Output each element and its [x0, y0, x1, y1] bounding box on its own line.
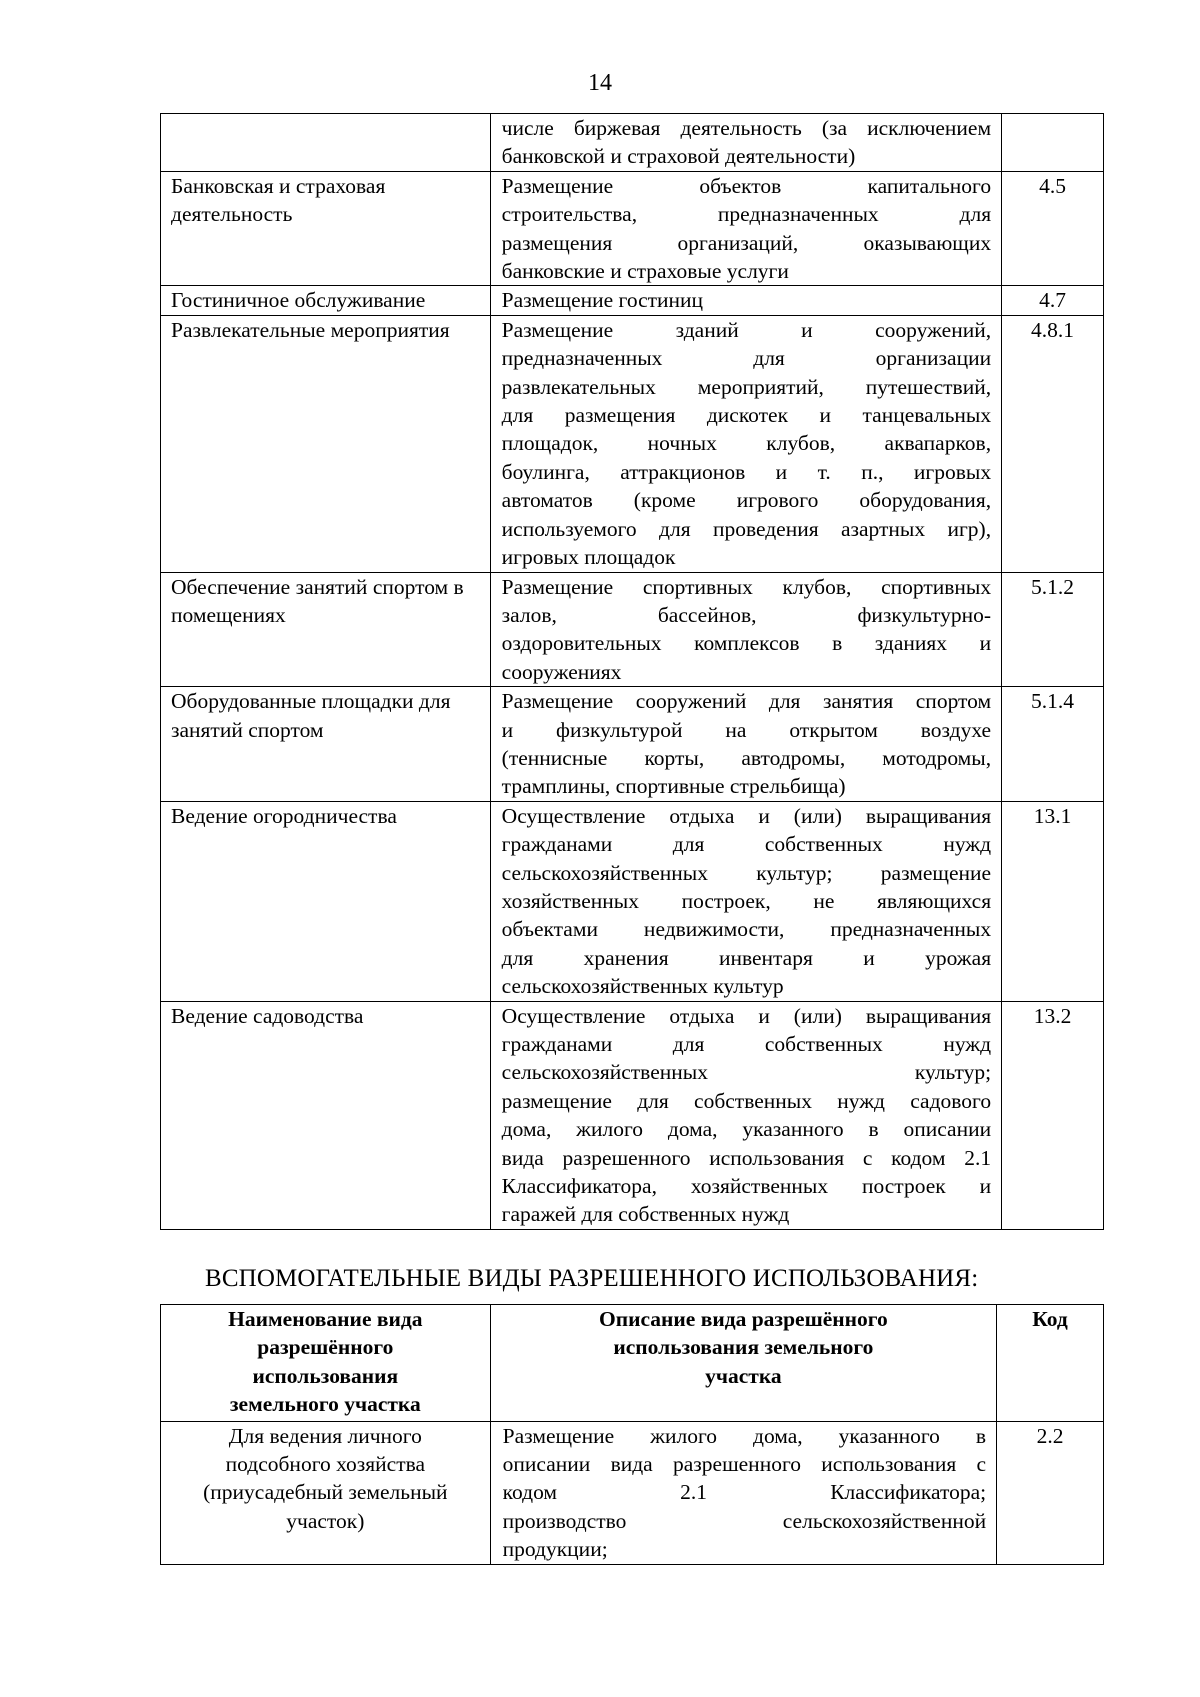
text-line: развлекательных мероприятий, путешествий, — [501, 374, 992, 399]
header-name-line: разрешённого — [257, 1335, 394, 1360]
table-row — [161, 801, 1104, 1001]
text-line: предназначенных для организации — [501, 346, 992, 371]
text-line: Размещение жилого дома, указанного в — [502, 1423, 987, 1448]
header-code: Код — [997, 1305, 1104, 1422]
use-type-name: Ведение садоводства — [161, 1001, 491, 1229]
header-row — [161, 1305, 1104, 1422]
text-line: Осуществление отдыха и (или) выращивания — [501, 803, 992, 828]
text-line: автоматов (кроме игрового оборудования, — [501, 488, 992, 513]
text-line: гаражей для собственных нужд — [501, 1202, 790, 1227]
text-line: размещения организаций, оказывающих — [501, 230, 992, 255]
land-use-table — [160, 113, 1104, 1230]
use-type-code: 4.5 — [1002, 171, 1104, 286]
text-line: объектами недвижимости, предназначенных — [501, 917, 992, 942]
table-row — [161, 315, 1104, 572]
table-row — [161, 171, 1104, 286]
use-type-name — [161, 1421, 491, 1564]
use-type-name: Банковская и страховая деятельность — [161, 171, 491, 286]
text-line: сельскохозяйственных культур; размещение — [501, 860, 992, 885]
use-type-code — [1002, 114, 1104, 172]
text-line: продукции; — [502, 1537, 608, 1562]
use-type-code: 13.2 — [1002, 1001, 1104, 1229]
header-description — [490, 1305, 996, 1422]
header-name-line: земельного участка — [229, 1392, 421, 1417]
use-type-description — [490, 171, 1001, 286]
header-description-line: Описание вида разрешённого — [598, 1307, 888, 1331]
use-type-description — [490, 315, 1001, 572]
text-line: гражданами для собственных нужд — [501, 832, 992, 857]
text-line: залов, бассейнов, физкультурно- — [501, 602, 992, 627]
use-type-description — [490, 286, 1001, 315]
text-line: Размещение гостиниц — [501, 288, 704, 313]
header-name-line: Наименование вида — [228, 1307, 423, 1331]
use-type-description — [490, 114, 1001, 172]
text-line: подсобного хозяйства — [225, 1452, 426, 1477]
text-line: Размещение объектов капитального — [501, 173, 992, 198]
text-line: банковские и страховые услуги — [501, 259, 789, 284]
table-row — [161, 1001, 1104, 1229]
text-line: Размещение сооружений для занятия спортом — [501, 689, 992, 714]
table-row — [161, 1421, 1104, 1564]
text-line: гражданами для собственных нужд — [501, 1032, 992, 1056]
text-line: игровых площадок — [501, 545, 676, 570]
use-type-description — [490, 1001, 1001, 1229]
header-description-line: использования земельного — [613, 1335, 874, 1360]
header-name — [161, 1305, 491, 1422]
text-line: вида разрешенного использования с кодом 2.1 — [501, 1145, 992, 1170]
use-type-description — [490, 1421, 996, 1564]
use-type-code: 5.1.2 — [1002, 572, 1104, 687]
use-type-name: Развлекательные мероприятия — [161, 315, 491, 572]
use-type-code: 13.1 — [1002, 801, 1104, 1001]
use-type-description — [490, 572, 1001, 687]
text-line: Классификатора, хозяйственных построек и — [501, 1174, 992, 1199]
text-line: сооружениях — [501, 659, 622, 684]
text-line: дома, жилого дома, указанного в описании — [501, 1117, 992, 1142]
text-line: для размещения дискотек и танцевальных — [501, 403, 992, 428]
auxiliary-use-table — [160, 1304, 1104, 1565]
text-line: Размещение спортивных клубов, спортивных — [501, 574, 992, 599]
use-type-name: Обеспечение занятий спортом в помещениях — [161, 572, 491, 687]
text-line: (теннисные корты, автодромы, мотодромы, — [501, 745, 992, 770]
text-line: банковской и страховой деятельности) — [501, 144, 856, 169]
text-line: описании вида разрешенного использования с — [502, 1452, 987, 1477]
text-line: Размещение зданий и сооружений, — [501, 317, 992, 342]
header-name-line: использования — [252, 1363, 399, 1388]
use-type-code: 2.2 — [997, 1421, 1104, 1564]
use-type-description — [490, 801, 1001, 1001]
use-type-name: Гостиничное обслуживание — [161, 286, 491, 315]
text-line: числе биржевая деятельность (за исключением — [501, 116, 992, 140]
text-line: хозяйственных построек, не являющихся — [501, 888, 992, 913]
text-line: (приусадебный земельный — [203, 1480, 448, 1505]
text-line: оздоровительных комплексов в зданиях и — [501, 631, 992, 656]
text-line: сельскохозяйственных культур — [501, 974, 784, 999]
use-type-description — [490, 687, 1001, 802]
table-row — [161, 114, 1104, 172]
use-type-code: 4.7 — [1002, 286, 1104, 315]
text-line: производство сельскохозяйственной — [502, 1508, 987, 1533]
text-line: сельскохозяйственных культур; — [501, 1060, 992, 1085]
text-line: Для ведения личного — [228, 1423, 422, 1448]
header-description-line: участка — [705, 1363, 782, 1388]
use-type-code: 4.8.1 — [1002, 315, 1104, 572]
text-line: и физкультурой на открытом воздухе — [501, 717, 992, 742]
table-row — [161, 572, 1104, 687]
text-line: площадок, ночных клубов, аквапарков, — [501, 431, 992, 456]
use-type-code: 5.1.4 — [1002, 687, 1104, 802]
table-row — [161, 687, 1104, 802]
text-line: используемого для проведения азартных игр), — [501, 516, 992, 541]
section-title: ВСПОМОГАТЕЛЬНЫЕ ВИДЫ РАЗРЕШЕННОГО ИСПОЛЬЗОВАНИЯ: — [205, 1265, 979, 1292]
text-line: боулинга, аттракционов и т. п., игровых — [501, 459, 992, 484]
text-line: строительства, предназначенных для — [501, 202, 992, 227]
text-line: участок) — [286, 1508, 365, 1533]
text-line: трамплины, спортивные стрельбища) — [501, 774, 846, 799]
text-line: для хранения инвентаря и урожая — [501, 945, 992, 970]
text-line: кодом 2.1 Классификатора; — [502, 1480, 987, 1505]
use-type-name: Оборудованные площадки для занятий спортом — [161, 687, 491, 802]
use-type-name: Ведение огородничества — [161, 801, 491, 1001]
text-line: Осуществление отдыха и (или) выращивания — [501, 1003, 992, 1028]
page-number: 14 — [588, 70, 612, 96]
use-type-name — [161, 114, 491, 172]
text-line: размещение для собственных нужд садового — [501, 1088, 992, 1113]
table-row — [161, 286, 1104, 315]
